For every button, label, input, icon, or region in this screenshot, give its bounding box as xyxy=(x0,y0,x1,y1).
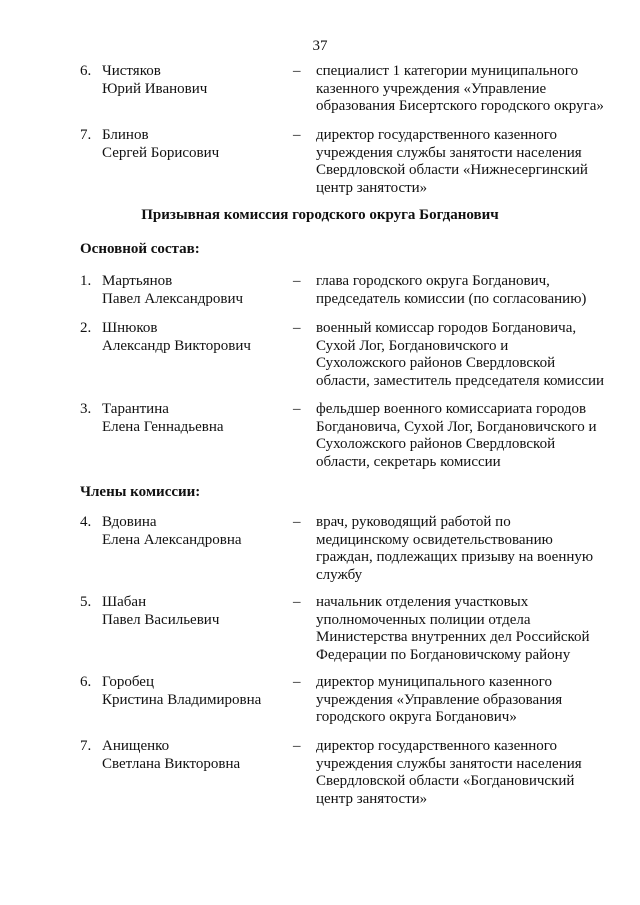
entry-number: 1. xyxy=(80,273,92,289)
position-description xyxy=(316,594,616,664)
description-line: граждан, подлежащих призыву на военную xyxy=(316,549,594,565)
description-line: Министерства внутренних дел Российской xyxy=(316,629,590,645)
dash-separator: – xyxy=(293,320,301,336)
description-line: Федерации по Богдановичскому району xyxy=(316,646,571,663)
person-surname: Горобец xyxy=(102,674,154,690)
person-name xyxy=(102,127,292,162)
members-heading: Члены комиссии: xyxy=(80,484,201,500)
description-line: врач, руководящий работой по xyxy=(316,514,511,530)
person-given-name: Светлана Викторовна xyxy=(102,755,241,772)
position-description xyxy=(316,127,616,197)
person-surname: Тарантина xyxy=(102,401,169,417)
entry-number: 6. xyxy=(80,63,92,79)
description-line: учреждения «Управление образования xyxy=(316,691,563,708)
page-number: 37 xyxy=(312,38,328,54)
person-surname: Блинов xyxy=(102,127,149,143)
person-surname: Шнюков xyxy=(102,320,158,336)
dash-separator: – xyxy=(293,401,301,417)
dash-separator: – xyxy=(293,594,301,610)
person-given-name: Павел Александрович xyxy=(102,290,244,307)
description-line: казенного учреждения «Управление xyxy=(316,80,547,97)
position-description xyxy=(316,63,616,116)
person-surname: Вдовина xyxy=(102,514,157,530)
description-line: специалист 1 категории муниципального xyxy=(316,63,579,79)
description-line: Богдановича, Сухой Лог, Богдановичского и xyxy=(316,418,597,435)
person-surname: Мартьянов xyxy=(102,273,173,289)
person-given-name: Сергей Борисович xyxy=(102,144,220,161)
person-name xyxy=(102,401,292,436)
person-name xyxy=(102,63,292,98)
description-line: учреждения службы занятости населения xyxy=(316,755,582,772)
dash-separator: – xyxy=(293,127,301,143)
entry-number: 4. xyxy=(80,514,92,530)
position-description xyxy=(316,273,616,308)
description-line: глава городского округа Богданович, xyxy=(316,273,550,289)
position-description xyxy=(316,674,616,727)
description-line: Сухой Лог, Богдановичского и xyxy=(316,337,509,354)
person-name xyxy=(102,738,292,773)
entry-number: 5. xyxy=(80,594,92,610)
person-surname: Чистяков xyxy=(102,63,161,79)
description-line: уполномоченных полиции отдела xyxy=(316,611,531,628)
dash-separator: – xyxy=(293,738,301,754)
person-given-name: Павел Васильевич xyxy=(102,611,220,628)
person-given-name: Елена Геннадьевна xyxy=(102,418,224,435)
description-line: Сухоложского районов Свердловской xyxy=(316,355,556,371)
person-given-name: Юрий Иванович xyxy=(102,80,208,97)
commission-title: Призывная комиссия городского округа Богданович xyxy=(141,207,499,223)
person-given-name: Александр Викторович xyxy=(102,337,251,354)
main-composition-heading: Основной состав: xyxy=(80,241,200,257)
description-line: директор муниципального казенного xyxy=(316,674,552,690)
description-line: Свердловской области «Нижнесергинский xyxy=(316,162,588,178)
person-name xyxy=(102,273,292,308)
description-line: области, секретарь комиссии xyxy=(316,453,501,470)
person-name xyxy=(102,320,292,355)
entry-number: 6. xyxy=(80,674,92,690)
description-line: городского округа Богданович» xyxy=(316,709,517,725)
person-name xyxy=(102,514,292,549)
description-line: центр занятости» xyxy=(316,790,428,807)
description-line: центр занятости» xyxy=(316,179,428,196)
description-line: области, заместитель председателя комиссии xyxy=(316,372,605,389)
description-line: директор государственного казенного xyxy=(316,127,558,143)
description-line: учреждения службы занятости населения xyxy=(316,144,582,161)
dash-separator: – xyxy=(293,273,301,289)
description-line: образования Бисертского городского округа» xyxy=(316,98,604,114)
person-name xyxy=(102,594,292,629)
entry-number: 7. xyxy=(80,127,92,143)
entry-number: 3. xyxy=(80,401,92,417)
dash-separator: – xyxy=(293,514,301,530)
description-line: председатель комиссии (по согласованию) xyxy=(316,290,587,307)
person-given-name: Кристина Владимировна xyxy=(102,691,262,708)
person-name xyxy=(102,674,292,709)
dash-separator: – xyxy=(293,63,301,79)
description-line: военный комиссар городов Богдановича, xyxy=(316,320,577,336)
position-description xyxy=(316,514,616,584)
entry-number: 7. xyxy=(80,738,92,754)
dash-separator: – xyxy=(293,674,301,690)
person-surname: Анищенко xyxy=(102,738,170,754)
description-line: Сухоложского районов Свердловской xyxy=(316,436,556,452)
position-description xyxy=(316,401,616,471)
entry-number: 2. xyxy=(80,320,92,336)
description-line: директор государственного казенного xyxy=(316,738,558,754)
position-description xyxy=(316,738,616,808)
position-description xyxy=(316,320,616,390)
description-line: начальник отделения участковых xyxy=(316,594,529,610)
description-line: фельдшер военного комиссариата городов xyxy=(316,401,587,417)
person-given-name: Елена Александровна xyxy=(102,531,242,548)
person-surname: Шабан xyxy=(102,594,147,610)
description-line: Свердловской области «Богдановичский xyxy=(316,773,575,789)
description-line: службу xyxy=(316,566,363,583)
description-line: медицинскому освидетельствованию xyxy=(316,531,553,548)
